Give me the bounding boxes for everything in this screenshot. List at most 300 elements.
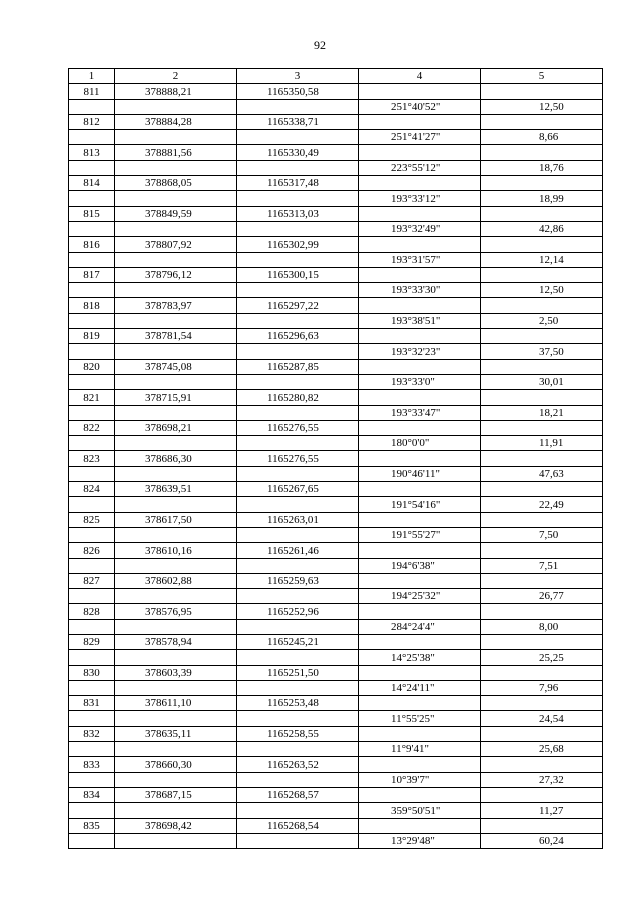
direction-angle-cell: 190°46'11": [359, 466, 481, 481]
direction-angle-cell: 193°33'30": [359, 283, 481, 298]
column-header-5: 5: [481, 69, 603, 84]
direction-angle-cell: 191°54'16": [359, 497, 481, 512]
angle-cell-empty: [359, 757, 481, 772]
distance-cell: 27,32: [481, 772, 603, 787]
direction-angle-cell: 251°41'27": [359, 130, 481, 145]
y-coordinate-cell-empty: [237, 680, 359, 695]
y-coordinate-cell: 1165245,21: [237, 634, 359, 649]
point-number-cell: 814: [69, 176, 115, 191]
angle-cell-empty: [359, 451, 481, 466]
point-number-cell: 811: [69, 84, 115, 99]
table-row: [69, 589, 603, 604]
table-row: [69, 543, 603, 558]
table-row: [69, 405, 603, 420]
angle-cell-empty: [359, 634, 481, 649]
table-row: [69, 221, 603, 236]
y-coordinate-cell: 1165338,71: [237, 114, 359, 129]
point-number-cell: 823: [69, 451, 115, 466]
y-coordinate-cell-empty: [237, 283, 359, 298]
y-coordinate-cell: 1165261,46: [237, 543, 359, 558]
distance-cell-empty: [481, 267, 603, 282]
table-row: [69, 237, 603, 252]
angle-cell-empty: [359, 787, 481, 802]
distance-cell-empty: [481, 482, 603, 497]
angle-cell-empty: [359, 543, 481, 558]
x-coordinate-cell-empty: [115, 558, 237, 573]
y-coordinate-cell: 1165302,99: [237, 237, 359, 252]
y-coordinate-cell-empty: [237, 374, 359, 389]
distance-cell-empty: [481, 451, 603, 466]
table-row: [69, 267, 603, 282]
table-row: [69, 344, 603, 359]
table-row: [69, 757, 603, 772]
point-number-cell: 828: [69, 604, 115, 619]
x-coordinate-cell-empty: [115, 711, 237, 726]
y-coordinate-cell: 1165296,63: [237, 329, 359, 344]
point-number-cell: 822: [69, 420, 115, 435]
point-number-cell-empty: [69, 680, 115, 695]
table-row: [69, 114, 603, 129]
x-coordinate-cell-empty: [115, 772, 237, 787]
distance-cell: 7,51: [481, 558, 603, 573]
table-row: [69, 573, 603, 588]
direction-angle-cell: 193°33'0": [359, 374, 481, 389]
table-row: [69, 130, 603, 145]
point-number-cell-empty: [69, 405, 115, 420]
point-number-cell: 818: [69, 298, 115, 313]
angle-cell-empty: [359, 298, 481, 313]
distance-cell: 18,99: [481, 191, 603, 206]
y-coordinate-cell: 1165276,55: [237, 451, 359, 466]
table-row: [69, 283, 603, 298]
table-row: [69, 604, 603, 619]
angle-cell-empty: [359, 329, 481, 344]
direction-angle-cell: 194°6'38": [359, 558, 481, 573]
distance-cell-empty: [481, 512, 603, 527]
point-number-cell-empty: [69, 650, 115, 665]
y-coordinate-cell-empty: [237, 344, 359, 359]
distance-cell-empty: [481, 634, 603, 649]
x-coordinate-cell: 378611,10: [115, 696, 237, 711]
angle-cell-empty: [359, 176, 481, 191]
table-row: [69, 451, 603, 466]
x-coordinate-cell-empty: [115, 589, 237, 604]
distance-cell: 37,50: [481, 344, 603, 359]
distance-cell-empty: [481, 237, 603, 252]
table-body: [69, 84, 603, 849]
point-number-cell: 830: [69, 665, 115, 680]
x-coordinate-cell-empty: [115, 466, 237, 481]
point-number-cell: 816: [69, 237, 115, 252]
table-row: [69, 84, 603, 99]
y-coordinate-cell-empty: [237, 803, 359, 818]
table-row: [69, 160, 603, 175]
angle-cell-empty: [359, 818, 481, 833]
point-number-cell-empty: [69, 466, 115, 481]
distance-cell-empty: [481, 329, 603, 344]
x-coordinate-cell-empty: [115, 803, 237, 818]
point-number-cell: 827: [69, 573, 115, 588]
table-row: [69, 329, 603, 344]
y-coordinate-cell: 1165300,15: [237, 267, 359, 282]
direction-angle-cell: 10°39'7": [359, 772, 481, 787]
distance-cell-empty: [481, 298, 603, 313]
table-row: [69, 833, 603, 848]
distance-cell-empty: [481, 84, 603, 99]
angle-cell-empty: [359, 665, 481, 680]
table-row: [69, 298, 603, 313]
column-header-2: 2: [115, 69, 237, 84]
angle-cell-empty: [359, 482, 481, 497]
x-coordinate-cell-empty: [115, 252, 237, 267]
point-number-cell-empty: [69, 99, 115, 114]
y-coordinate-cell-empty: [237, 527, 359, 542]
table-row: [69, 359, 603, 374]
point-number-cell-empty: [69, 558, 115, 573]
table-row: [69, 482, 603, 497]
direction-angle-cell: 180°0'0": [359, 436, 481, 451]
y-coordinate-cell-empty: [237, 405, 359, 420]
table-row: [69, 711, 603, 726]
y-coordinate-cell-empty: [237, 772, 359, 787]
point-number-cell-empty: [69, 497, 115, 512]
x-coordinate-cell-empty: [115, 405, 237, 420]
x-coordinate-cell: 378884,28: [115, 114, 237, 129]
point-number-cell-empty: [69, 589, 115, 604]
x-coordinate-cell: 378602,88: [115, 573, 237, 588]
point-number-cell-empty: [69, 283, 115, 298]
y-coordinate-cell: 1165251,50: [237, 665, 359, 680]
point-number-cell: 825: [69, 512, 115, 527]
x-coordinate-cell: 378796,12: [115, 267, 237, 282]
point-number-cell: 835: [69, 818, 115, 833]
point-number-cell-empty: [69, 130, 115, 145]
direction-angle-cell: 193°33'47": [359, 405, 481, 420]
distance-cell: 2,50: [481, 313, 603, 328]
y-coordinate-cell-empty: [237, 742, 359, 757]
table-row: [69, 650, 603, 665]
table-row: [69, 818, 603, 833]
point-number-cell-empty: [69, 742, 115, 757]
x-coordinate-cell-empty: [115, 160, 237, 175]
distance-cell-empty: [481, 726, 603, 741]
distance-cell: 12,50: [481, 99, 603, 114]
x-coordinate-cell-empty: [115, 527, 237, 542]
point-number-cell-empty: [69, 313, 115, 328]
distance-cell-empty: [481, 145, 603, 160]
distance-cell: 26,77: [481, 589, 603, 604]
table-row: [69, 191, 603, 206]
point-number-cell: 815: [69, 206, 115, 221]
x-coordinate-cell-empty: [115, 99, 237, 114]
x-coordinate-cell-empty: [115, 313, 237, 328]
x-coordinate-cell-empty: [115, 680, 237, 695]
x-coordinate-cell-empty: [115, 497, 237, 512]
direction-angle-cell: 194°25'32": [359, 589, 481, 604]
angle-cell-empty: [359, 114, 481, 129]
angle-cell-empty: [359, 573, 481, 588]
point-number-cell-empty: [69, 221, 115, 236]
x-coordinate-cell-empty: [115, 742, 237, 757]
distance-cell: 30,01: [481, 374, 603, 389]
x-coordinate-cell: 378686,30: [115, 451, 237, 466]
table-row: [69, 803, 603, 818]
point-number-cell-empty: [69, 772, 115, 787]
point-number-cell: 829: [69, 634, 115, 649]
table-row: [69, 99, 603, 114]
table-row: [69, 665, 603, 680]
table-row: [69, 206, 603, 221]
angle-cell-empty: [359, 267, 481, 282]
distance-cell-empty: [481, 176, 603, 191]
y-coordinate-cell-empty: [237, 558, 359, 573]
y-coordinate-cell: 1165313,03: [237, 206, 359, 221]
y-coordinate-cell: 1165252,96: [237, 604, 359, 619]
point-number-cell-empty: [69, 711, 115, 726]
y-coordinate-cell-empty: [237, 160, 359, 175]
point-number-cell-empty: [69, 344, 115, 359]
table-row: [69, 696, 603, 711]
direction-angle-cell: 284°24'4": [359, 619, 481, 634]
page-number: 92: [314, 38, 326, 52]
distance-cell-empty: [481, 390, 603, 405]
table-row: [69, 619, 603, 634]
direction-angle-cell: 11°9'41": [359, 742, 481, 757]
direction-angle-cell: 191°55'27": [359, 527, 481, 542]
point-number-cell-empty: [69, 252, 115, 267]
table-row: [69, 313, 603, 328]
x-coordinate-cell-empty: [115, 221, 237, 236]
x-coordinate-cell: 378698,21: [115, 420, 237, 435]
y-coordinate-cell-empty: [237, 466, 359, 481]
y-coordinate-cell: 1165287,85: [237, 359, 359, 374]
direction-angle-cell: 14°24'11": [359, 680, 481, 695]
distance-cell: 25,68: [481, 742, 603, 757]
y-coordinate-cell: 1165263,01: [237, 512, 359, 527]
point-number-cell: 832: [69, 726, 115, 741]
point-number-cell: 824: [69, 482, 115, 497]
distance-cell: 25,25: [481, 650, 603, 665]
x-coordinate-cell-empty: [115, 283, 237, 298]
direction-angle-cell: 193°32'23": [359, 344, 481, 359]
x-coordinate-cell: 378888,21: [115, 84, 237, 99]
y-coordinate-cell-empty: [237, 650, 359, 665]
point-number-cell-empty: [69, 160, 115, 175]
x-coordinate-cell: 378881,56: [115, 145, 237, 160]
table-row: [69, 634, 603, 649]
distance-cell: 12,14: [481, 252, 603, 267]
distance-cell: 22,49: [481, 497, 603, 512]
column-header-4: 4: [359, 69, 481, 84]
x-coordinate-cell-empty: [115, 650, 237, 665]
x-coordinate-cell: 378783,97: [115, 298, 237, 313]
x-coordinate-cell: 378578,94: [115, 634, 237, 649]
angle-cell-empty: [359, 390, 481, 405]
distance-cell: 24,54: [481, 711, 603, 726]
table-row: [69, 558, 603, 573]
direction-angle-cell: 251°40'52": [359, 99, 481, 114]
x-coordinate-cell-empty: [115, 344, 237, 359]
x-coordinate-cell: 378576,95: [115, 604, 237, 619]
table-row: [69, 772, 603, 787]
distance-cell: 42,86: [481, 221, 603, 236]
distance-cell: 60,24: [481, 833, 603, 848]
table-row: [69, 252, 603, 267]
y-coordinate-cell-empty: [237, 252, 359, 267]
table-row: [69, 374, 603, 389]
angle-cell-empty: [359, 512, 481, 527]
y-coordinate-cell-empty: [237, 619, 359, 634]
point-number-cell-empty: [69, 191, 115, 206]
table-row: [69, 466, 603, 481]
x-coordinate-cell: 378687,15: [115, 787, 237, 802]
point-number-cell-empty: [69, 527, 115, 542]
y-coordinate-cell-empty: [237, 497, 359, 512]
angle-cell-empty: [359, 359, 481, 374]
column-header-3: 3: [237, 69, 359, 84]
point-number-cell: 813: [69, 145, 115, 160]
angle-cell-empty: [359, 726, 481, 741]
angle-cell-empty: [359, 420, 481, 435]
distance-cell-empty: [481, 420, 603, 435]
x-coordinate-cell: 378807,92: [115, 237, 237, 252]
distance-cell-empty: [481, 604, 603, 619]
table-header-row: [69, 69, 603, 84]
coordinates-table: [68, 68, 603, 849]
y-coordinate-cell: 1165268,54: [237, 818, 359, 833]
point-number-cell: 831: [69, 696, 115, 711]
y-coordinate-cell-empty: [237, 711, 359, 726]
angle-cell-empty: [359, 696, 481, 711]
point-number-cell: 834: [69, 787, 115, 802]
y-coordinate-cell: 1165280,82: [237, 390, 359, 405]
point-number-cell: 826: [69, 543, 115, 558]
table-row: [69, 527, 603, 542]
y-coordinate-cell-empty: [237, 130, 359, 145]
column-header-1: 1: [69, 69, 115, 84]
y-coordinate-cell: 1165297,22: [237, 298, 359, 313]
x-coordinate-cell: 378660,30: [115, 757, 237, 772]
table-row: [69, 436, 603, 451]
table-row: [69, 420, 603, 435]
x-coordinate-cell-empty: [115, 619, 237, 634]
distance-cell: 8,00: [481, 619, 603, 634]
table-row: [69, 787, 603, 802]
x-coordinate-cell: 378745,08: [115, 359, 237, 374]
x-coordinate-cell: 378635,11: [115, 726, 237, 741]
distance-cell: 18,76: [481, 160, 603, 175]
y-coordinate-cell: 1165350,58: [237, 84, 359, 99]
distance-cell: 18,21: [481, 405, 603, 420]
y-coordinate-cell: 1165276,55: [237, 420, 359, 435]
point-number-cell: 819: [69, 329, 115, 344]
distance-cell-empty: [481, 818, 603, 833]
y-coordinate-cell-empty: [237, 833, 359, 848]
direction-angle-cell: 193°31'57": [359, 252, 481, 267]
distance-cell: 11,91: [481, 436, 603, 451]
point-number-cell-empty: [69, 803, 115, 818]
table-row: [69, 176, 603, 191]
y-coordinate-cell-empty: [237, 589, 359, 604]
distance-cell-empty: [481, 787, 603, 802]
table-row: [69, 742, 603, 757]
distance-cell: 7,96: [481, 680, 603, 695]
table-row: [69, 497, 603, 512]
table-row: [69, 145, 603, 160]
y-coordinate-cell-empty: [237, 99, 359, 114]
distance-cell: 11,27: [481, 803, 603, 818]
table-row: [69, 680, 603, 695]
x-coordinate-cell: 378715,91: [115, 390, 237, 405]
x-coordinate-cell-empty: [115, 191, 237, 206]
point-number-cell: 833: [69, 757, 115, 772]
point-number-cell-empty: [69, 619, 115, 634]
x-coordinate-cell: 378781,54: [115, 329, 237, 344]
x-coordinate-cell-empty: [115, 833, 237, 848]
angle-cell-empty: [359, 206, 481, 221]
angle-cell-empty: [359, 604, 481, 619]
direction-angle-cell: 193°33'12": [359, 191, 481, 206]
direction-angle-cell: 14°25'38": [359, 650, 481, 665]
y-coordinate-cell: 1165258,55: [237, 726, 359, 741]
y-coordinate-cell: 1165267,65: [237, 482, 359, 497]
y-coordinate-cell-empty: [237, 191, 359, 206]
direction-angle-cell: 193°32'49": [359, 221, 481, 236]
distance-cell: 12,50: [481, 283, 603, 298]
y-coordinate-cell-empty: [237, 436, 359, 451]
table-row: [69, 726, 603, 741]
point-number-cell: 817: [69, 267, 115, 282]
x-coordinate-cell: 378617,50: [115, 512, 237, 527]
x-coordinate-cell-empty: [115, 436, 237, 451]
angle-cell-empty: [359, 237, 481, 252]
y-coordinate-cell: 1165330,49: [237, 145, 359, 160]
x-coordinate-cell: 378610,16: [115, 543, 237, 558]
point-number-cell-empty: [69, 436, 115, 451]
y-coordinate-cell: 1165253,48: [237, 696, 359, 711]
point-number-cell: 821: [69, 390, 115, 405]
table-row: [69, 512, 603, 527]
direction-angle-cell: 11°55'25": [359, 711, 481, 726]
x-coordinate-cell-empty: [115, 374, 237, 389]
distance-cell-empty: [481, 696, 603, 711]
point-number-cell: 812: [69, 114, 115, 129]
x-coordinate-cell: 378849,59: [115, 206, 237, 221]
y-coordinate-cell: 1165259,63: [237, 573, 359, 588]
distance-cell-empty: [481, 359, 603, 374]
x-coordinate-cell: 378698,42: [115, 818, 237, 833]
point-number-cell: 820: [69, 359, 115, 374]
angle-cell-empty: [359, 145, 481, 160]
distance-cell: 47,63: [481, 466, 603, 481]
distance-cell: 8,66: [481, 130, 603, 145]
table-row: [69, 390, 603, 405]
x-coordinate-cell: 378639,51: [115, 482, 237, 497]
distance-cell-empty: [481, 114, 603, 129]
x-coordinate-cell: 378603,39: [115, 665, 237, 680]
distance-cell-empty: [481, 757, 603, 772]
direction-angle-cell: 13°29'48": [359, 833, 481, 848]
distance-cell-empty: [481, 573, 603, 588]
point-number-cell-empty: [69, 374, 115, 389]
distance-cell-empty: [481, 206, 603, 221]
y-coordinate-cell: 1165317,48: [237, 176, 359, 191]
direction-angle-cell: 193°38'51": [359, 313, 481, 328]
y-coordinate-cell-empty: [237, 313, 359, 328]
y-coordinate-cell: 1165263,52: [237, 757, 359, 772]
distance-cell-empty: [481, 665, 603, 680]
distance-cell: 7,50: [481, 527, 603, 542]
